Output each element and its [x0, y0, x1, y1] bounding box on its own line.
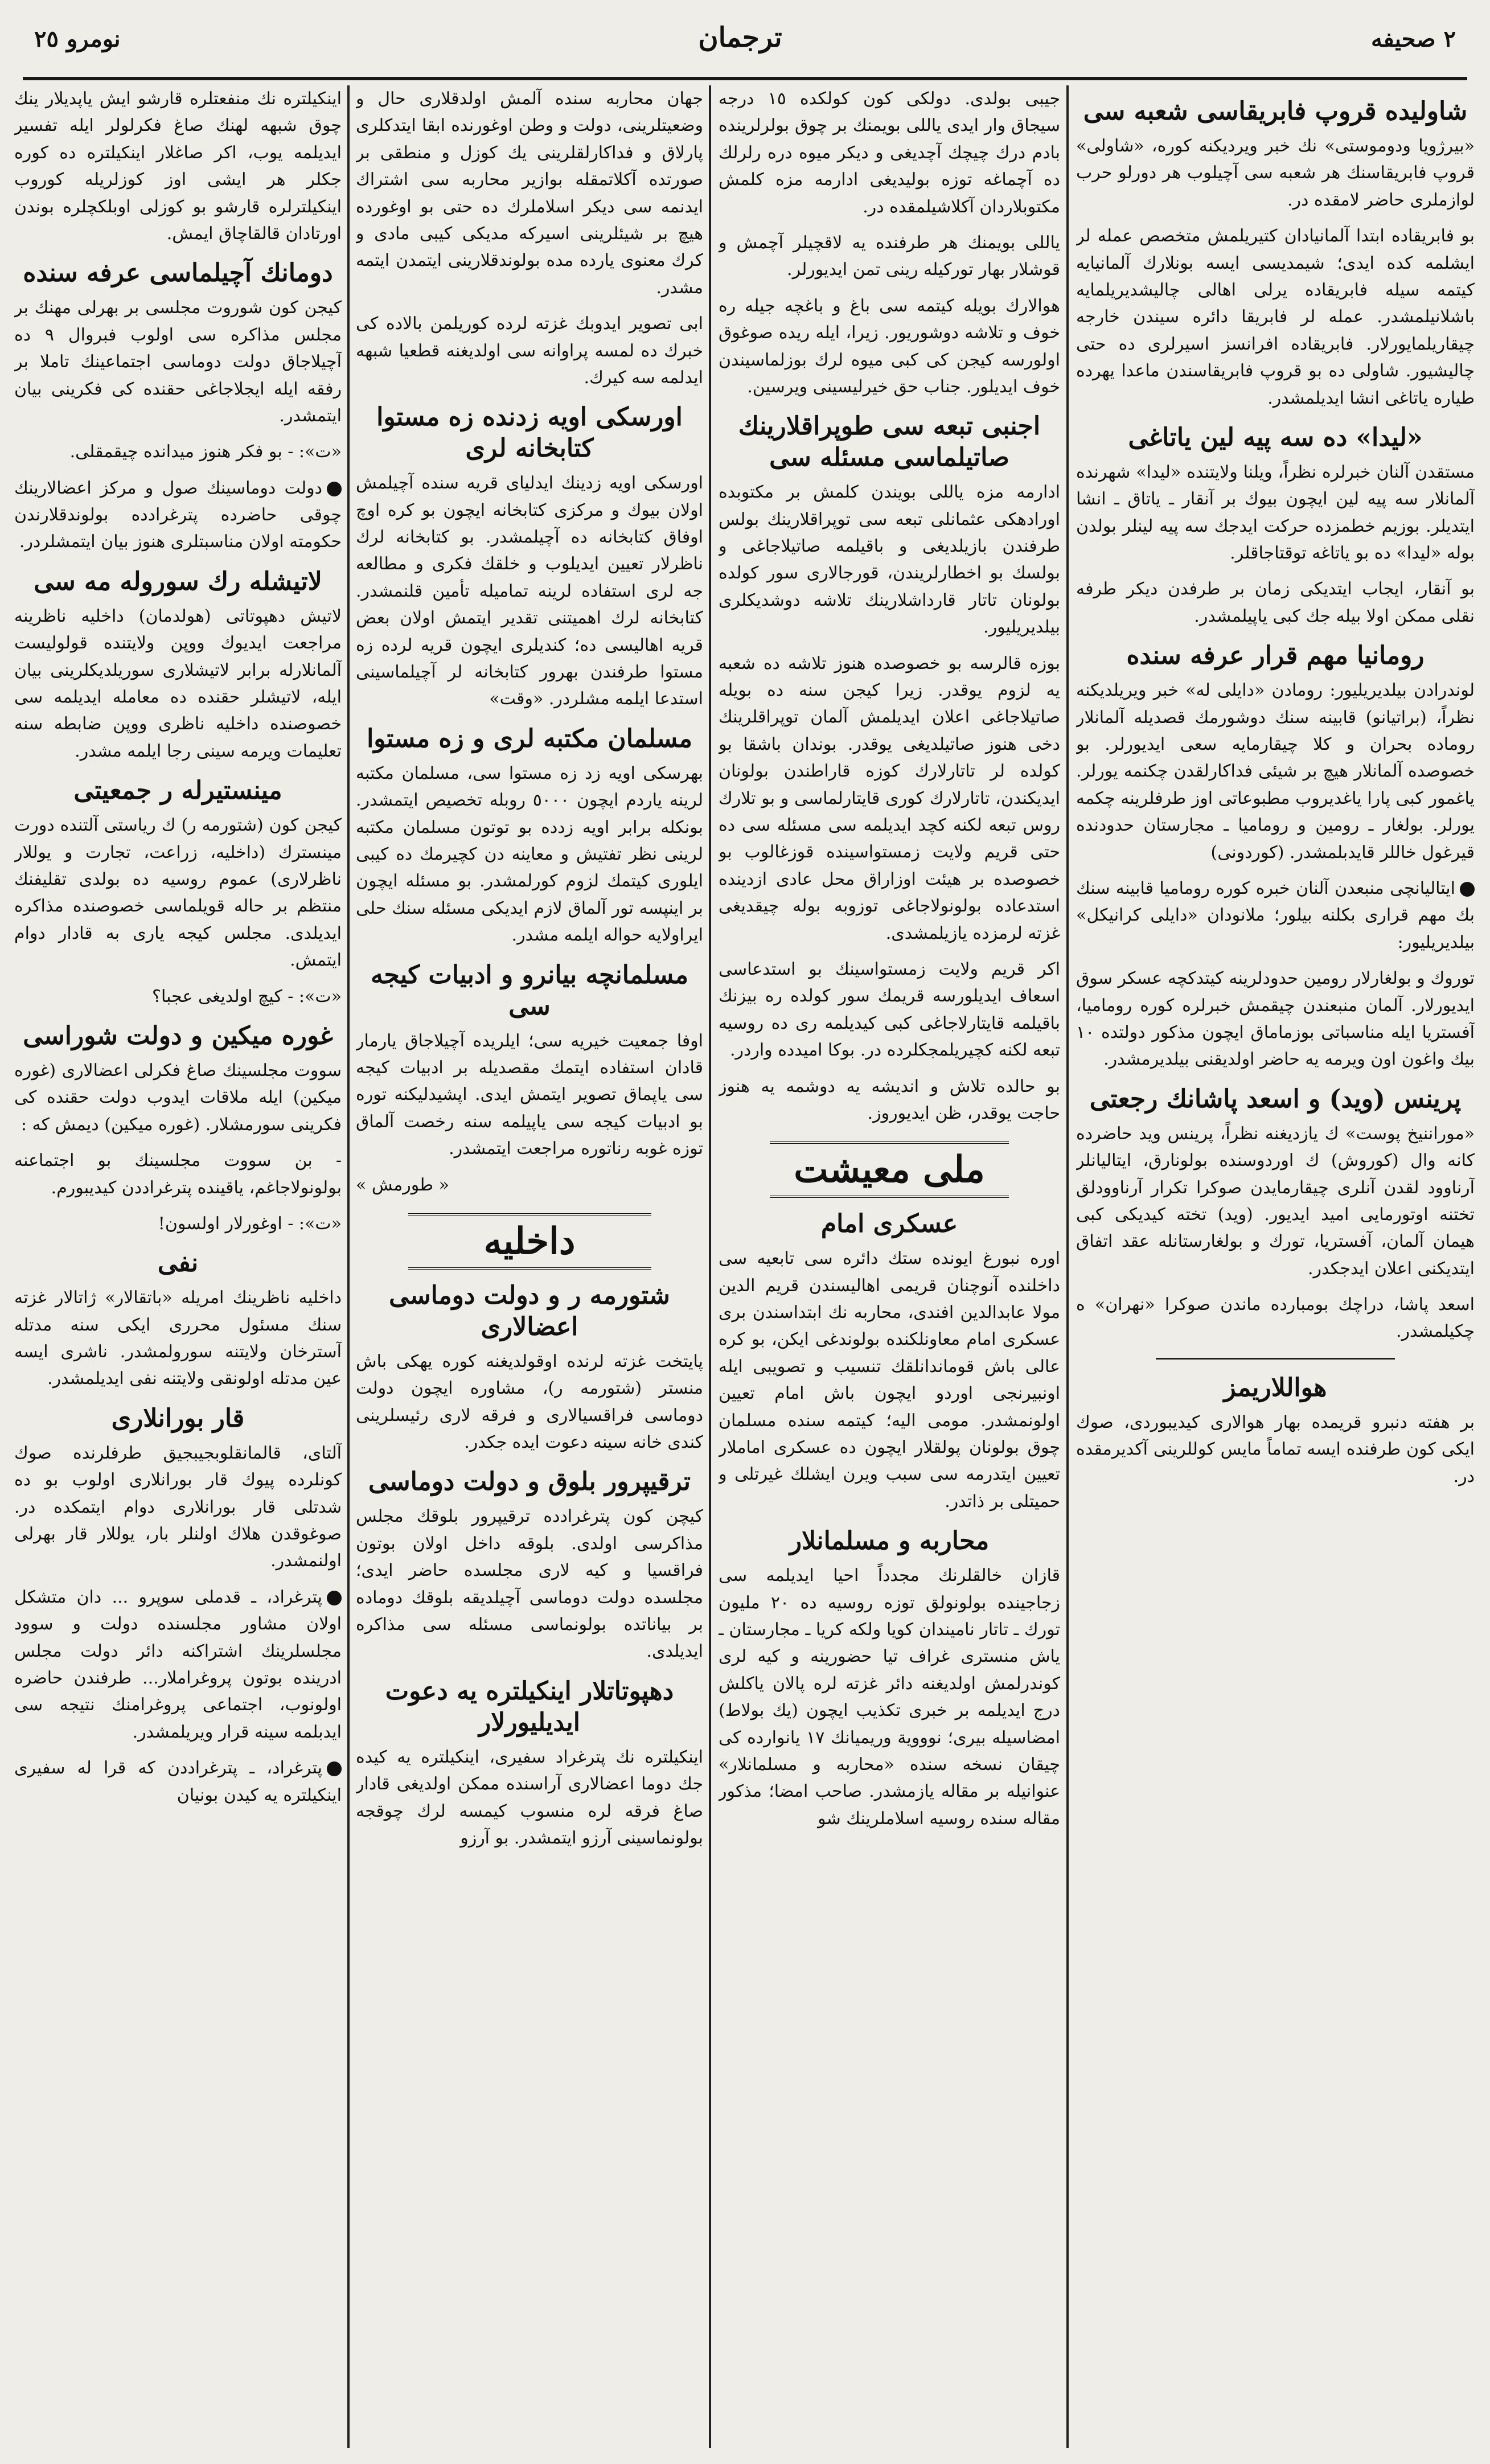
headline-progressive-bloc: ترقيپرور بلوق و دولت دوماسى — [368, 1467, 691, 1497]
fleuron-icon — [1460, 882, 1475, 897]
column-4 — [14, 85, 342, 2448]
article-paragraph: ايتاليانچى منبعدن آلنان خبره كوره روماميا قابينه سنك بك مهم قرارى بكلنه بيلور؛ ملانودان «دايلى كرانيكل» بيلديريليور: — [1076, 878, 1475, 952]
headline-sturmer: شتورمه ر و دولت دوماسى اعضالارى — [389, 1280, 670, 1341]
article-paragraph: اسعد پاشا، دراچك بومبارده ماندن صوكرا «نهران» ه چكيلمشدر. — [1076, 1295, 1475, 1342]
masthead — [23, 11, 1467, 80]
article-paragraph: كيچن كون پترغرادده ترقيپرور بلوقك مجلس مذاكرسى اولدى. بلوقه داخل اولان بوتون فراقسيا و كيه لارى مجلسده حاضر ايدى؛ مجلسده دولت دوماسى آچيلديقه بلوقك دوماده بر بياناتده بولونماسى مسئله سى مذاكره ايديلدى. — [356, 1506, 703, 1662]
headline-muslim-schools: مسلمان مكتبه لرى و زه مستوا — [367, 724, 692, 753]
article-paragraph: داخليه ناظرينك امريله «باتقالار» ژاتالار غزته سنك مسئول محررى ايكى سنه مدتله آسترخان ولايتنه سورولمشدر. ناشرى ايسه عين مدتله اولونقى ولايتنه نفى ايديلمشدر. — [14, 1288, 342, 1389]
article-paragraph: جيبى بولدى. دولكى كون كولكده ١٥ درجه سيجاق وار ايدى ياللى بويمنك بر چوق بولرلرينده بادم درك چيچك آچديغى و ديكر ميوه دره رلرلك ده آچماغه توزه بوليديغى ادارمه مزه كلمش مكتوبلاردان آكلاشيلمقده در. — [719, 89, 1060, 217]
headline-land-sale: اجنبى تبعه سى طوپراقلارينك صاتيلماسى مسئله سى — [738, 412, 1041, 473]
headline-deputies-england: دهپوتاتلار اينكيلتره يه دعوت ايديليورلار — [385, 1676, 674, 1737]
article-signature: « طورمش » — [356, 1174, 449, 1195]
article-paragraph: كيجن كون (شتورمه ر) ك رياستى آلتنده دورت مينسترك (داخليه، زراعت، تجارت و يوللار ناظرلارى) عموم روسيه ده بولدى تقليفنك منتظم بر حاله قويلماسى خصوصنده مذاكره ايديلدى. مجلس كيجه يارى به قادار دوام ايتمش. — [14, 815, 342, 971]
article-paragraph: سووت مجلسينك صاغ فكرلى اعضالارى (غوره ميكين) ايله ملاقات ايدوب دولت حقنده كى فكرينى سورمشلار. (غوره ميكين) ديمش كه : — [14, 1060, 342, 1135]
column-divider — [709, 85, 711, 2448]
fleuron-icon — [327, 482, 342, 496]
article-paragraph: كيجن كون شوروت مجلسى بر بهرلى مهنك بر مجلس مذاكره سى اولوب فبروال ٩ ده آچيلاجاق دولت دوماسى اجتماعينك تاملا بر رفقه ايله ايجلاجاغى حقنده كى فكرينى بيان ايتمشدر. — [14, 298, 342, 426]
article-paragraph: پترغراد، ـ پترغراددن كه قرا له سفيرى اينكيلتره يه كيدن بونيان — [14, 1758, 342, 1805]
column-1 — [1076, 85, 1475, 2448]
article-paragraph: ابى تصوير ايدوبك غزته لرده كوريلمن بالاده كى خبرك ده لمسه پراوانه سى اولديغنه قطعيا شبهه ايدلمه سه كيرك. — [356, 314, 703, 388]
divider — [1156, 1358, 1395, 1360]
article-paragraph: بو حالده تلاش و انديشه يه دوشمه يه هنوز حاجت يوقدر، ظن ايديوروز. — [719, 1076, 1060, 1123]
headline-goremykin: غوره ميكين و دولت شوراسى — [23, 1021, 333, 1050]
headline-romania: رومانيا مهم قرار عرفه سنده — [1126, 641, 1425, 671]
headline-literature-evening: مسلمانچه بيانرو و ادبيات كيجه سى — [370, 960, 689, 1021]
article-paragraph: «ت»: - اوغورلار اولسون! — [158, 1213, 342, 1234]
article-paragraph: ياللى بويمنك هر طرفنده يه لاقچيلر آچمش و قوشلار بهار توركيله رينى تمن ايديورلر. — [719, 232, 1060, 280]
article-paragraph: بو آنقار، ايجاب ايتديكى زمان بر طرفدن ديكر طرفه نقلى ممكن اولا بيله جك كبى ياپيلمشدر. — [1076, 579, 1475, 626]
headline-duma-opening: دومانك آچيلماسى عرفه سنده — [23, 258, 333, 288]
article-paragraph: اينكيلتره نك منفعتلره قارشو ايش ياپديلار ينك چوق شبهه لهنك صاغ فكرلولر ايله تفسير ايديلمه يوب، اكر صاغلار اينكيلتره ده كوره جكلر هر ايشى اوز كوزلريله كوروب اينكيلترلره قارشو بو كوزلى اوبلكچلره بوندن اورتادان قالقاچاق ايمش. — [14, 89, 342, 244]
article-paragraph: «موراننيخ پوست» ك يازديغنه نظراً، پرينس ويد حاضرده كانه وال (كوروش) ك اوردوسنده بولونارق، ايتاليانلر آرناوود لقدن آنلرى چيقارمايدن صوكرا تكرار آرناوودلق تختنه اوتورمايى اميد ايديور. (ويد) تخته كيديكى كبى هيمان آلمان، آفستريا، تورك و بولغارستانله عقد اتفاق ايتديكنى اعلان ايدجكدر. — [1076, 1123, 1475, 1279]
article-paragraph: لوندرادن بيلديريليور: رومادن «دايلى له» خبر ويريلديكنه نظراً، (براتيانو) قابينه سنك دوشورمك قصديله آلمانلار روماده بحران و كلا چيقارمايه سعى ايديورلر. بو خصوصده آلمانلار هيچ بر شيئى فداكارلقدن چكنمه يورلر. ياغمور كبى پارا ياغديروب مطبوعاتى اوز طرفلرينه چكمه يورلر. بولغار ـ رومين و روماميا ـ مجارستان حدودنده قيرغول خاللر قايدبلمشدر. (كوردونى) — [1076, 680, 1475, 863]
article-paragraph: - بن سووت مجلسينك بو اجتماعنه بولونولاجاغم، ياقينده پترغراددن كيديبورم. — [14, 1151, 342, 1198]
headline-latvians: لاتيشله رك سوروله مه سى — [34, 566, 322, 596]
column-divider — [347, 85, 350, 2448]
article-paragraph: پايتخت غزته لرنده اوقولديغنه كوره يهكى باش منستر (شتورمه ر)، مشاوره ايچون دولت دوماسى فراقسيالارى و فرقه لارى رئيسلرينى كندى خانه سينه دعوت ايده جكدر. — [356, 1351, 703, 1453]
section-title-domestic: داخليه — [408, 1213, 651, 1270]
article-paragraph: اوره نبورغ ايونده ستك دائره سى تابعيه سى داخلنده آنوچنان قريمى اهاليسندن قريم الدين مولا عابدالدين افندى، محاربه نك ابتداسندن برى عسكرى امام معاونلكنده بولوندغى ايكن، بو كره عالى باش قوماندانلقك تنسيب و تصويبى ايله اونبيرنجى اوردو ايچون باش امام تعيين اولونمشدر. مومى اليه؛ كيتمه سنده مسلمان چوق بولونان پولقلار ايچون ده عسكرى اماملار تعيين ايتدرمه سى سبب ويرن ايشلك غيرتلى و حميتلى بر ذاتدر. — [719, 1249, 1060, 1512]
article-paragraph: «ت»: - بو فكر هنوز ميدانده چيقمقلى. — [69, 442, 342, 462]
column-2 — [719, 85, 1060, 2448]
headline-lida: «ليدا» ده سه پيه لين ياتاغى — [1128, 422, 1423, 452]
article-paragraph: قازان خالقلرنك مجدداً احيا ايديلمه سى زجاجينده بولونولق توزه روسيه ده ٢٠ مليون تورك ـ تاتار ناميندان كويا ولكه كريا ـ مجارستان ـ ياش منسترى غراف تيا حضورينه و كيه لرى كوندرلمش اولديغنه دائر غزته لره پالان ياكلش درج ايديلمه بر خبرى تكذيب ايچون (يك بولاط) امضاسيله بيرى؛ نوووية وريميانك ١٧ يانوارده كى چيقان نسخه سنده «محاربه و مسلمانلار» عنوانيله بر مقاله يازمشدر. صاحب امضا؛ مذكور مقاله سنده روسيه اسلاملرينك شو — [719, 1566, 1060, 1829]
headline-exile: نفى — [157, 1249, 199, 1278]
article-paragraph: اورسكى اويه زدينك ايدلياى قريه سنده آچيلمش اولان بيوك و مركزى كتابخانه ايچون بو كره اوچ اوفاق كتابخانه ده آچيلمشدر. بو كتابخانه لرك ناظرلار تعيين ايديلوب و خلقك فكرى و مطالعه جه لرى استفاده لرينه تماميله تأمين قلنمشدر. كتابخانه لرك اهميتنى تقدير ايتمش اولان بعض قريه اهاليسى ده؛ كنديلرى ايچون قريه لرده زه مستوا طرفندن بهرور كتابخانه لر آچيلماسينى استدعا ايلمه مشلردر. «وقت» — [356, 473, 703, 709]
article-paragraph: بو فابريقاده ابتدا آلمانيادان كتيريلمش متخصص عمله لر ايشلمه كده ايدى؛ شيمديسى ايسه بونلارك آلمانيايه كيتمه سيله فابريقاده يرلى اهالى چاليشديريلمايه باشلانيلمشدر. عمله لر فابريقا دائره سيندن خارجه چيقاريلمايورلار. فابريقاده افرانسز اسيرلرى ده حتى چاليشيور. شاولى ده بو قروپ فابريقاسندن ماعدا يهرده طياره ياتاغى انشا ايديلمشدر. — [1076, 226, 1475, 408]
article-paragraph: جهان محاربه سنده آلمش اولدقلارى حال و وضعيتلرينى، دولت و وطن اوغورنده ابقا ايتدكلرى پارلاق و فداكارلقلرينى يك كوزل و منطقى بر صورتده آكلاتمقله بوازير محاربه سى اشتراك ايدنمه سى ديكر اسلاملرك ده حتى بو اوغورده هيچ بر شيئلرينى اسيركه مديكى كيبى مادى و كرك معنوى يارده مده بولوندقلارينى ايتمدن ايتمه مشدر. — [356, 89, 703, 298]
article-paragraph: مستقدن آلنان خبرلره نظراً، ويلنا ولايتنده «ليدا» شهرنده آلمانلار سه پيه لين ايچون بيوك بر آنقار ـ ياتاق ـ انشا ايتديلر. بوزيم خطمزده حركت ايدجك سه پيه لينلر بولدن بوله «ليدا» ده بو ياتاغه توقتاجاقلر. — [1076, 462, 1475, 564]
article-paragraph: بر هفته دنبرو قريمده بهار هوالارى كيديبوردى، صوك ايكى كون طرفنده ايسه تماماً مايس كوللرينى آكديرمقده در. — [1076, 1412, 1475, 1486]
headline-factory: شاوليده قروپ فابريقاسى شعبه سى — [1083, 97, 1468, 126]
column-divider — [1066, 85, 1069, 2448]
headline-wied: پرينس (ويد) و اسعد پاشانك رجعتى — [1089, 1084, 1462, 1114]
article-paragraph: هوالارك بويله كيتمه سى باغ و باغچه جيله ره خوف و تلاشه دوشوريور. زيرا، ايله ريده صوغوق اولورسه كيجن كى كبى ميوه لرك بوزلماسيندن خوف ايديلور. جناب حق خيرلیسينى ويرسين. — [719, 295, 1060, 397]
article-paragraph: پترغراد، ـ قدملى سوپرو ... دان متشكل اولان مشاور مجلسنده دولت و سوود مجلسلرينك اشتراكنه دائر دولت مجلس ادرينده بوتون پروغراملار... طرفندن حاضره اولونوب، اجتماعى پروغرامنك نتيجه سى ايدبلمه سينه قرار ويريلمشدر. — [14, 1587, 342, 1742]
article-paragraph: لاتيش دهپوتاتى (هولدمان) داخليه ناظرينه مراجعت ايديوك ووپن ولايتنده قولوليست آلمانلارله برابر لاتيشلارى سوريلديكلرينى بيان ايله، لاتيشلر حقنده ده معامله ايديلمه سى خصوصنده داخليه ناظرى ووپن ضابطه سنه تعليمات ويرمه سينى رجا ايلمه مشدر. — [14, 606, 342, 761]
fleuron-icon — [327, 1591, 342, 1605]
page-number: ٢ صحيفه — [1371, 26, 1456, 52]
headline-war-muslims: محاربه و مسلمانلار — [789, 1526, 990, 1556]
article-paragraph: اكر قريم ولايت زمستواسينك بو استدعاسى اسعاف ايديلورسه قريمك سور كولده ره بيزنك باقيلمه قايتارلاجاغى كبى كيديلمه رى ده روسيه تبعه لكنه كچيريلمجكلرده در. بوكا اميدده واردر. — [719, 959, 1060, 1061]
headline-military-imam: عسكرى امام — [820, 1209, 958, 1239]
section-title-national-life: ملى معيشت — [770, 1141, 1009, 1198]
fleuron-icon — [327, 1761, 342, 1776]
article-paragraph: «ت»: - كيچ اولديغى عجبا؟ — [152, 986, 342, 1007]
article-paragraph: بهرسكى اويه زد زه مستوا سى، مسلمان مكتبه لرينه ياردم ايچون ٥٠٠٠ روبله تخصيص ايتمشدر. بونكله برابر اويه زدده بو توتون مسلمان مكتبه لرينى نظر تفتيش و معاينه دن كچيرمك ده كيبى ايلورى كيتمك لزوم كورلمشدر. بو مسئله ايچون بر اينپسه تور آلماق لازم ايديكى مسئله سنك حلى ايراولايه حواله ايلمه مشدر. — [356, 763, 703, 946]
newspaper-title: ترجمان — [698, 22, 782, 54]
issue-number: نومرو ٢٥ — [34, 26, 121, 52]
article-paragraph: آلتاى، قالمانقلوبجيبجيق طرفلرنده صوك كونلرده پيوك قار بورانلارى اولوب بو ده شدتلى قار بورانلارى دوام ايتمكده در. صوغوقدن هلاك اولنلر بار، يوللار قار بهرلى اولنمشدر. — [14, 1443, 342, 1571]
article-paragraph: بوزه قالرسه بو خصوصده هنوز تلاشه ده شعبه يه لزوم يوقدر. زيرا كيجن سنه ده بويله صاتيلاجاغى اعلان ايديلمش آلمان توپراقلرينك دخى هنوز صاتيلديغى يوقدر. بوندان باشقا بو كولده لر تاتارلارك كوزه قاراطندن بولونان ايديكندن، تاتارلارك كورى قايتارلماسى و بو تلارك روس تبعه لكنه كچد ايديلمه سى مسئله سى ده حتى قريم ولايت زمستواسينده قوزغالوب بو خصوصده بر هيئت اوزاراق محل عادى ازدينده استدعاده بولونولاجاغى توزوبه بوله چيقديغى غزته لرمزده يازيلمشدى. — [719, 653, 1060, 943]
headline-weather: هواللاريمز — [1224, 1373, 1327, 1402]
article-paragraph: ادارمه مزه ياللى بويندن كلمش بر مكتوبده اورادهكى عثمانلى تبعه سى توپراقلارينك بولس طرفندن بازيلديغى و باقيلمه صاتيلاجاغى و بولسك بو اخطارلريندن، قورجالارى سور كولده بولونان تاتار قارداشلارينك تلاشه دوشديكلرى بيلديريليور. — [719, 482, 1060, 638]
article-paragraph: اوفا جمعيت خيريه سى؛ ايلريده آچيلاجاق يارمار قادان استفاده ايتمك مقصديله بر ادبيات كيجه سى ياپماق تصوير ايتمش ايدى. اپشيدليكنه توره بو ادبيات كيجه سى ياپيلمه سنه رخصت آلماق توزه غوبه رناتوره مراجعت ايتمشدر. — [356, 1030, 703, 1159]
headline-orsk-libraries: اورسكى اويه زدنده زه مستوا كتابخانه لرى — [376, 403, 683, 463]
article-paragraph: «بيرژويا ودوموستى» نك خبر ويرديكنه كوره، «شاولى» قروپ فابريقاسنك هر شعبه سى آچيلوب هر دورلو حرب لوازملرى حاضر لامقده در. — [1076, 136, 1475, 210]
article-paragraph: دولت دوماسينك صول و مركز اعضالارينك چوقى حاضرده پترغرادده بولوندقلارندن حكومته اولان مناسبتلرى هنوز بيان ايتمشلردر. — [14, 478, 342, 552]
column-3 — [356, 85, 703, 2448]
article-paragraph: توروك و بولغارلار رومين حدودلرينه كيتدكچه عسكر سوق ايديورلار. آلمان منبعندن چيقمش خبرلره كوره روماميا، آفستريا ايله مناسباتى بوزماماق ايچون مذكور دولتده ١٠ بيك واغون اون ويرمه يه حاضر اولديقنى بيلديرمشدر. — [1076, 968, 1475, 1070]
article-paragraph: اينكيلتره نك پترغراد سفيرى، اينكيلتره يه كيده جك دوما اعضالارى آراسنده ممكن اولديغى قادار صاغ فرقه لره منسوب كيمسه لرك چوقجه بولونماسينى آرزو ايتمشدر. بو آرزو — [356, 1747, 703, 1848]
headline-snowstorms: قار بورانلارى — [111, 1403, 245, 1433]
headline-ministers-council: مينستيرله ر جمعيتى — [73, 776, 282, 806]
